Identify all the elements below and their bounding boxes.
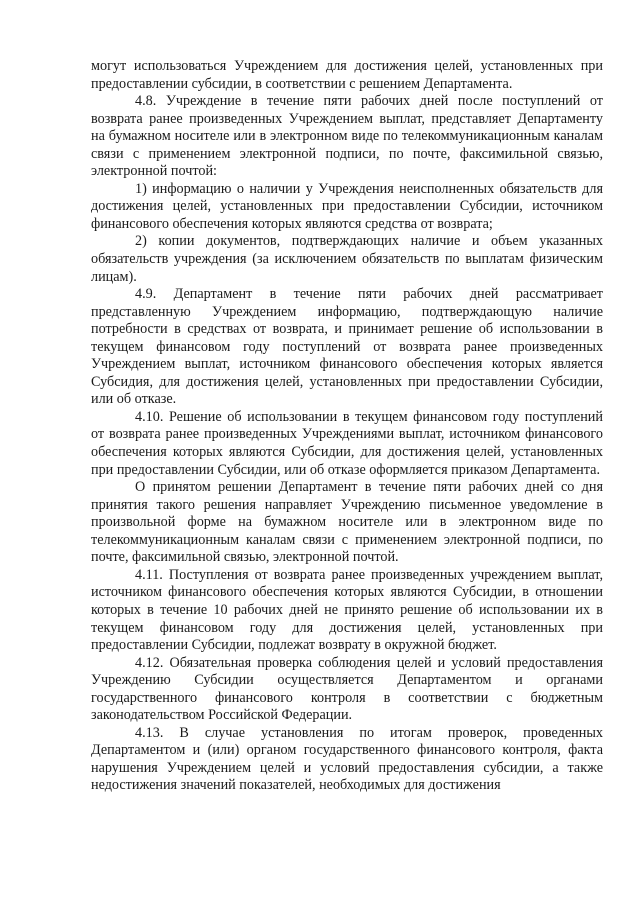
paragraph-continuation: могут использоваться Учреждением для достижения целей, установленных при предоставлении субсидии, в соответствии с решением Департамента. (91, 58, 603, 92)
paragraph-4-13: 4.13. В случае установления по итогам проверок, проведенных Департаментом и (или) органом государственного финансового контроля, факта нарушения Учреждением целей и условий предоставления субсидии, а также недостижения значений показателей, необходимых для достижения (91, 724, 603, 794)
paragraph-4-10-notice: О принятом решении Департамент в течение пяти рабочих дней со дня принятия такого решения направляет Учреждению письменное уведомление в произвольной форме на бумажном носителе или в электронном виде по телекоммуникационным каналам связи с применением электронной подписи, по почте, факсимильной связью, электронной почтой. (91, 479, 603, 566)
document-page (91, 58, 603, 795)
paragraph-4-10: 4.10. Решение об использовании в текущем финансовом году поступлений от возврата ранее произведенных Учреждениями выплат, источником финансового обеспечения которых являются Субсидии, для достижения целей, установленных при предоставлении Субсидии, или об отказе оформляется приказом Департамента. (91, 408, 603, 478)
paragraph-4-8-item-1: 1) информацию о наличии у Учреждения неисполненных обязательств для достижения целей, установленных при предоставлении Субсидии, источником финансового обеспечения которых являются средства от возврата; (91, 180, 603, 232)
paragraph-4-8-item-2: 2) копии документов, подтверждающих наличие и объем указанных обязательств учреждения (за исключением обязательств по выплатам физическим лицам). (91, 233, 603, 285)
paragraph-4-11: 4.11. Поступления от возврата ранее произведенных учреждением выплат, источником финансового обеспечения которых являются Субсидии, в отношении которых в течение 10 рабочих дней не принято решение об использовании их в текущем финансовом году для достижения целей, установленных при предоставлении Субсидии, подлежат возврату в окружной бюджет. (91, 566, 603, 654)
paragraph-4-12: 4.12. Обязательная проверка соблюдения целей и условий предоставления Учреждению Субсидии осуществляется Департаментом и органами государственного финансового контроля в соответствии с бюджетным законодательством Российской Федерации. (91, 654, 603, 724)
paragraph-4-9: 4.9. Департамент в течение пяти рабочих дней рассматривает представленную Учреждением информацию, подтверждающую наличие потребности в средствах от возврата, и принимает решение об использовании в текущем финансовом году поступлений от возврата ранее произведенных Учреждением выплат, источником финансового обеспечения которых является Субсидия, для достижения целей, установленных при предоставлении Субсидии, или об отказе. (91, 286, 603, 408)
paragraph-4-8: 4.8. Учреждение в течение пяти рабочих дней после поступлений от возврата ранее произведенных Учреждением выплат, представляет Департаменту на бумажном носителе или в электронном виде по телекоммуникационным каналам связи с применением электронной подписи, по почте, факсимильной связью, электронной почтой: (91, 93, 603, 180)
